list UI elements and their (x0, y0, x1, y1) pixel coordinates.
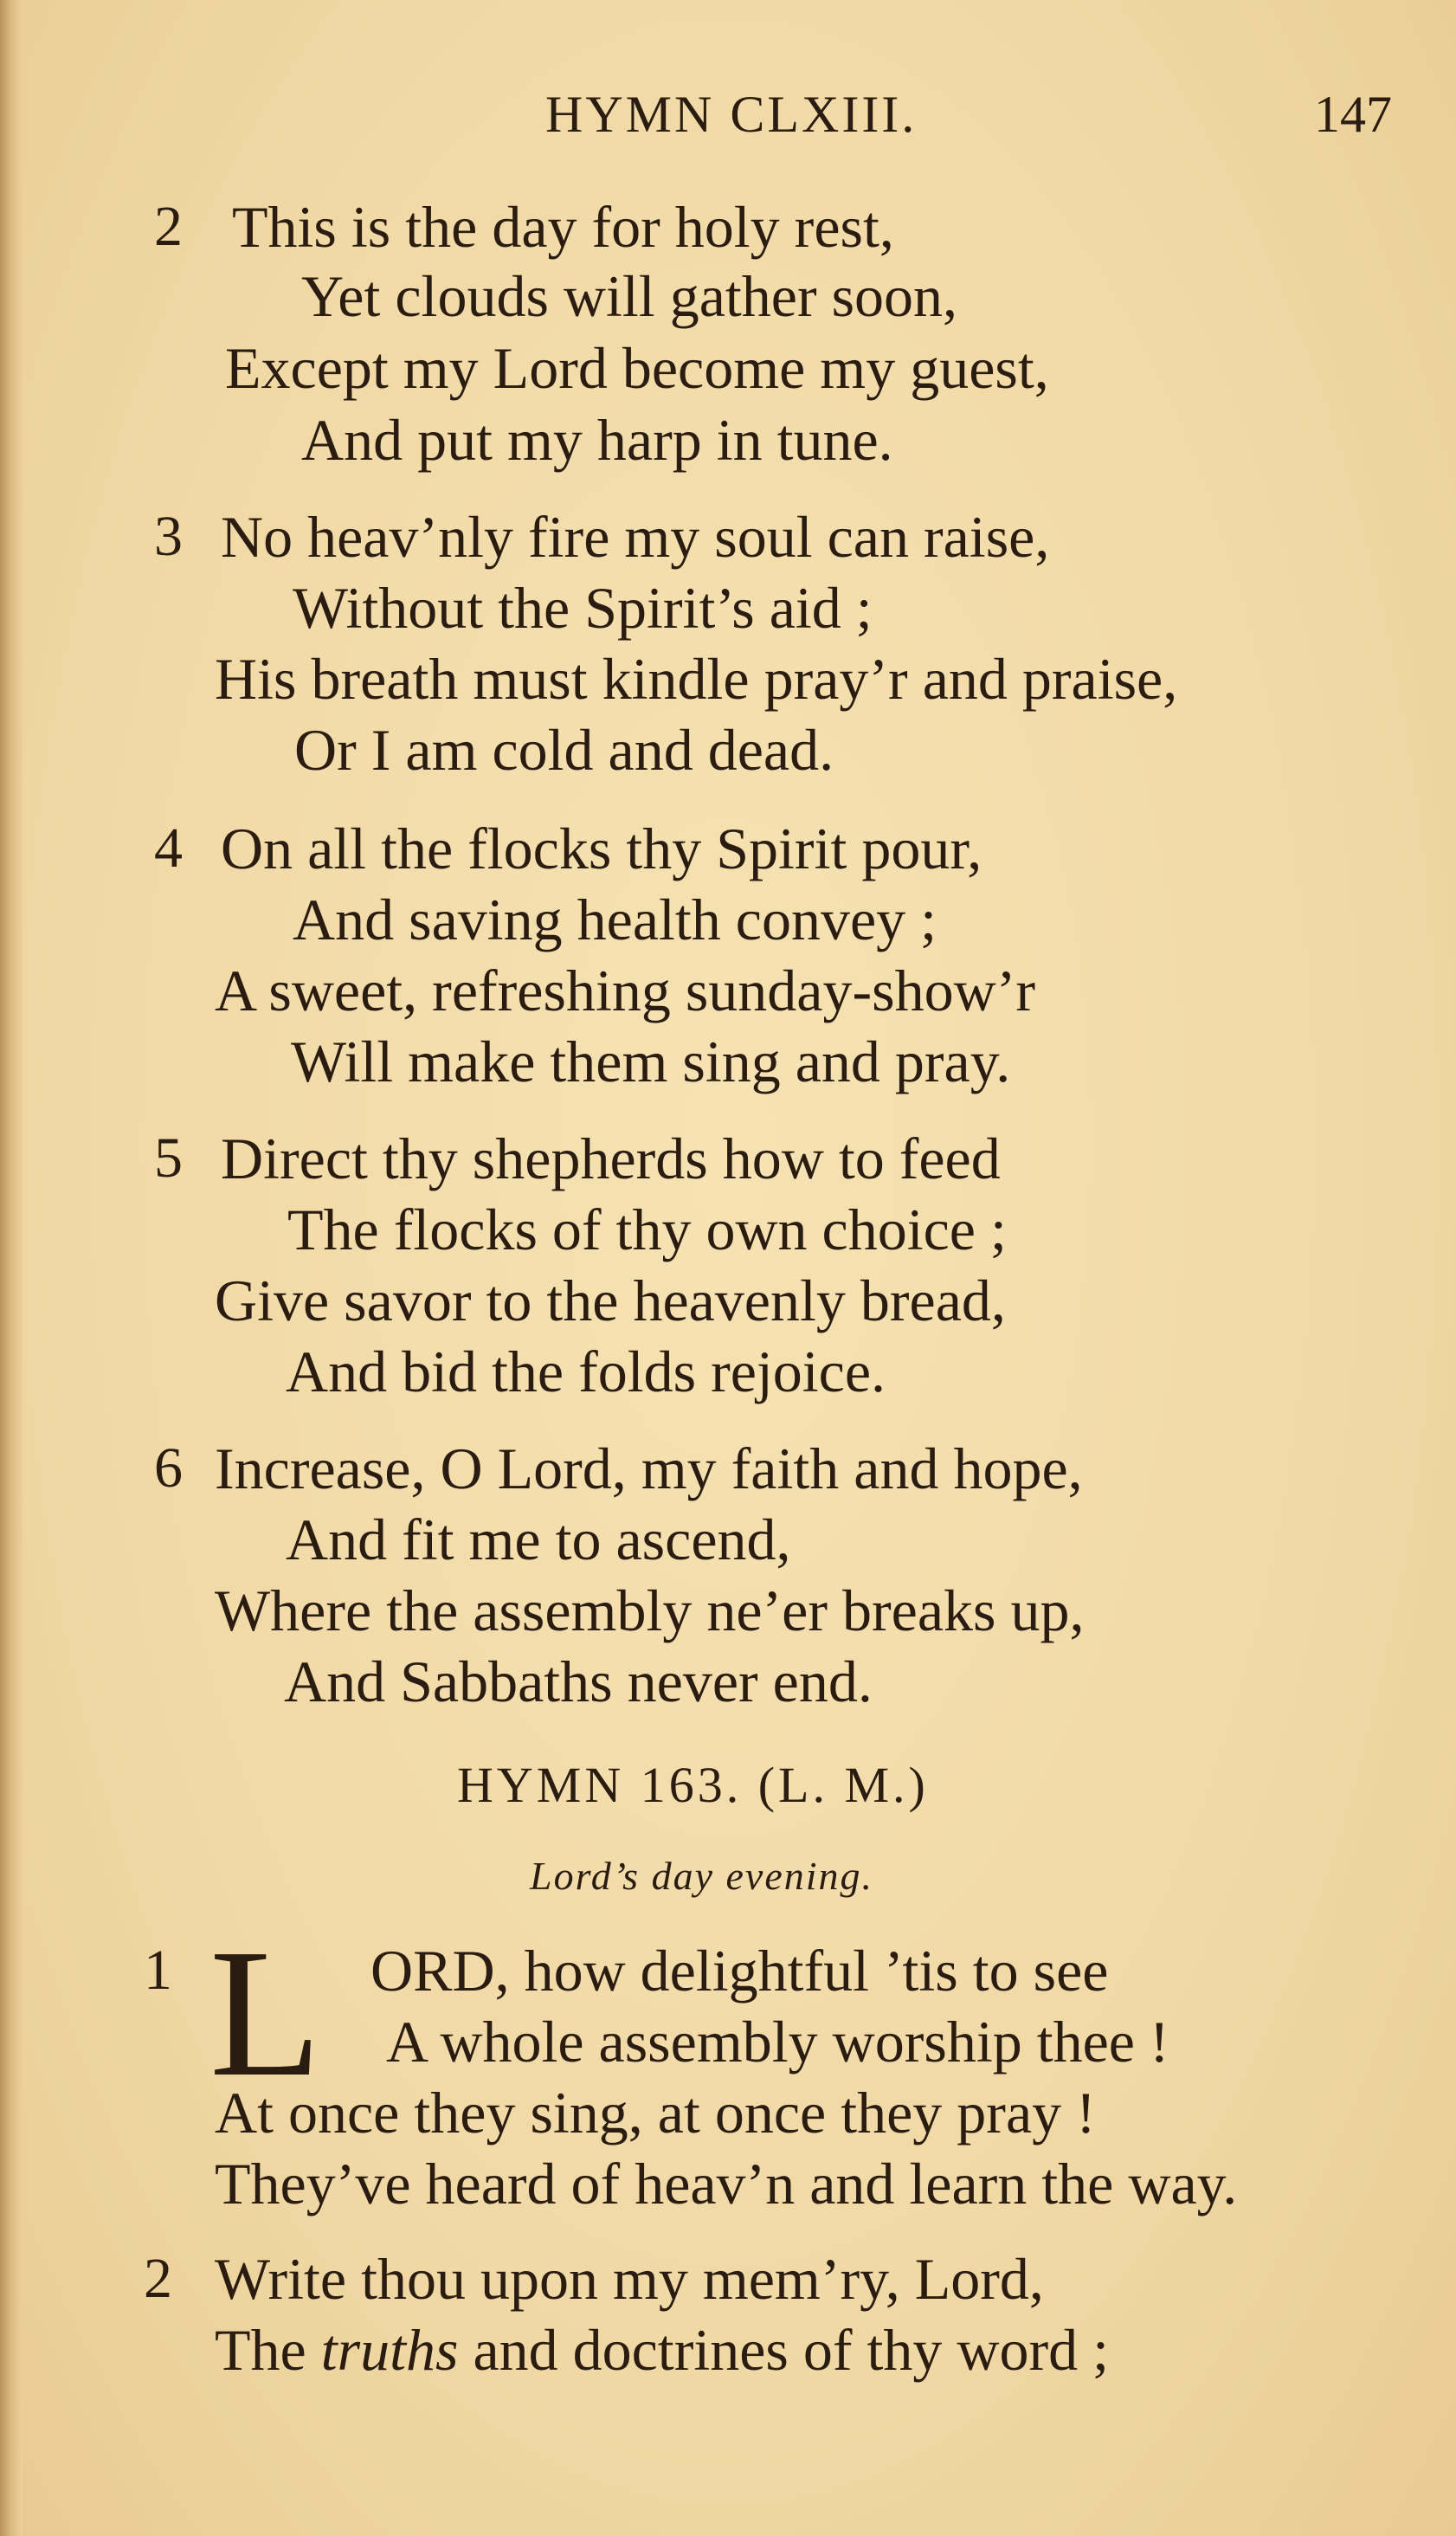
book-spine-shadow (0, 0, 23, 2536)
verse-line: They’ve heard of heav’n and learn the way. (215, 2151, 1238, 2217)
hymn-title: HYMN 163. (L. M.) (457, 1757, 929, 1813)
verse-line: Will make them sing and pray. (291, 1029, 1011, 1094)
verse-number: 3 (154, 505, 183, 568)
verse-line: And put my harp in tune. (301, 407, 893, 473)
verse-line: Or I am cold and dead. (294, 717, 834, 783)
verse-line: Direct thy shepherds how to feed (221, 1126, 1001, 1191)
verse-line: On all the flocks thy Spirit pour, (221, 816, 982, 881)
drop-capital: L (209, 1911, 322, 2114)
verse-line: And Sabbaths never end. (284, 1649, 873, 1714)
verse-line: A sweet, refreshing sunday-show’r (215, 958, 1035, 1023)
verse-line (215, 2315, 1109, 2384)
verse-number: 2 (144, 2247, 172, 2310)
verse-line: The flocks of thy own choice ; (287, 1197, 1007, 1262)
verse-line: His breath must kindle pray’r and praise, (215, 646, 1178, 712)
verse-line: No heav’nly fire my soul can raise, (221, 504, 1050, 570)
verse-line: Yet clouds will gather soon, (301, 263, 958, 329)
verse-text: The (215, 2317, 321, 2383)
verse-line: Increase, O Lord, my faith and hope, (215, 1436, 1083, 1501)
verse-number: 5 (154, 1126, 183, 1190)
verse-line: This is the day for holy rest, (232, 194, 894, 260)
verse-line: Without the Spirit’s aid ; (293, 575, 873, 641)
verse-line: And bid the folds rejoice. (286, 1339, 886, 1404)
verse-text: and doctrines of thy word ; (458, 2317, 1110, 2383)
verse-line: And saving health convey ; (293, 887, 937, 952)
running-title: HYMN CLXIII. (545, 86, 918, 143)
verse-line: Give savor to the heavenly bread, (215, 1268, 1006, 1333)
verse-line: At once they sing, at once they pray ! (215, 2080, 1096, 2146)
verse-line: Write thou upon my mem’ry, Lord, (215, 2246, 1044, 2312)
verse-number: 2 (154, 195, 183, 258)
hymn-subtitle: Lord’s day evening. (530, 1854, 874, 1898)
verse-number: 6 (154, 1436, 183, 1500)
verse-number: 1 (144, 1939, 172, 2002)
verse-line: ORD, how delightful ’tis to see (370, 1938, 1109, 2004)
verse-line: A whole assembly worship thee ! (386, 2009, 1169, 2075)
page-number: 147 (1314, 86, 1392, 143)
italic-word: truths (320, 2317, 459, 2383)
verse-line: Where the assembly ne’er breaks up, (215, 1578, 1085, 1643)
page-header (0, 85, 1456, 154)
verse-line: Except my Lord become my guest, (225, 335, 1049, 401)
verse-line: And fit me to ascend, (286, 1507, 791, 1572)
verse-number: 4 (154, 816, 183, 880)
